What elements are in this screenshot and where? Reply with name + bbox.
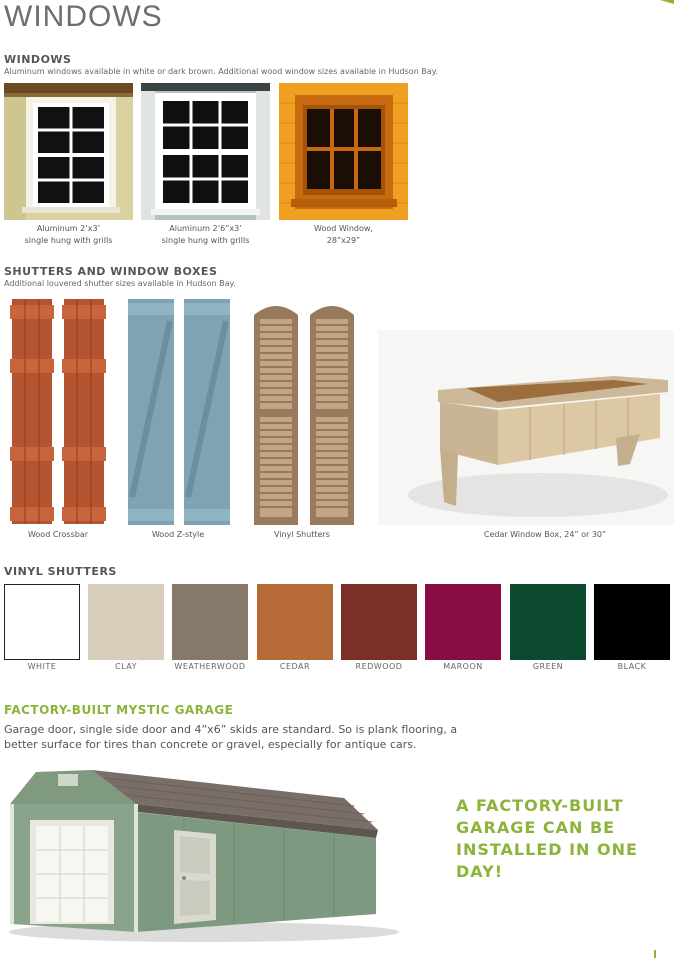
swatch-label-white: WHITE: [27, 662, 57, 671]
windows-section-subtitle: Aluminum windows available in white or dark brown. Additional wood window sizes available in Hudson Bay.: [4, 67, 438, 76]
vinyl-shutters-section-title: VINYL SHUTTERS: [4, 565, 117, 578]
swatch-weatherwood: [172, 584, 248, 660]
page-accent-mark: [654, 950, 656, 958]
swatch-label-redwood: REDWOOD: [355, 662, 403, 671]
vinyl-shutters-image: [252, 297, 358, 527]
wood-z-style-shutters-image: [126, 297, 234, 527]
wood-crossbar-shutters-image: [8, 297, 108, 527]
swatch-white: [4, 584, 80, 660]
aluminum-window-2x3-caption: Aluminum 2’x3’ single hung with grills: [24, 224, 113, 245]
swatch-green: [510, 584, 586, 660]
wood-window-caption: Wood Window, 28”x29”: [314, 224, 373, 245]
wood-window-image: [279, 83, 408, 220]
shutters-section-subtitle: Additional louvered shutter sizes available in Hudson Bay.: [4, 279, 236, 288]
swatch-label-weatherwood: WEATHERWOOD: [174, 662, 246, 671]
vinyl-shutters-caption: Vinyl Shutters: [274, 530, 330, 539]
swatch-maroon: [425, 584, 501, 660]
aluminum-window-2x3-image: [4, 83, 133, 220]
swatch-label-black: BLACK: [617, 662, 647, 671]
swatch-label-green: GREEN: [532, 662, 564, 671]
wood-z-style-caption: Wood Z-style: [151, 530, 205, 539]
aluminum-window-2-6x3-image: [141, 83, 270, 220]
garage-section-title: FACTORY-BUILT MYSTIC GARAGE: [4, 703, 234, 717]
swatch-cedar: [257, 584, 333, 660]
swatch-black: [594, 584, 670, 660]
page-title: WINDOWS: [4, 0, 163, 33]
mystic-garage-image: [4, 764, 404, 944]
garage-callout: A FACTORY-BUILT GARAGE CAN BE INSTALLED IN ONE DAY!: [456, 796, 638, 881]
shutters-section-title: SHUTTERS AND WINDOW BOXES: [4, 265, 218, 278]
windows-section-title: WINDOWS: [4, 53, 72, 66]
garage-description: Garage door, single side door and 4”x6” skids are standard. So is plank flooring, a better surface for tires than concrete or gravel, especially for antique cars.: [4, 723, 458, 751]
wood-crossbar-caption: Wood Crossbar: [27, 530, 89, 539]
swatch-redwood: [341, 584, 417, 660]
cedar-window-box-image: [378, 330, 674, 525]
cedar-window-box-caption: Cedar Window Box, 24” or 30”: [483, 530, 607, 539]
corner-accent: [660, 0, 674, 4]
swatch-clay: [88, 584, 164, 660]
swatch-label-maroon: MAROON: [443, 662, 483, 671]
swatch-label-clay: CLAY: [115, 662, 137, 671]
swatch-label-cedar: CEDAR: [279, 662, 311, 671]
aluminum-window-2-6x3-caption: Aluminum 2’6”x3’ single hung with grills: [161, 224, 250, 245]
